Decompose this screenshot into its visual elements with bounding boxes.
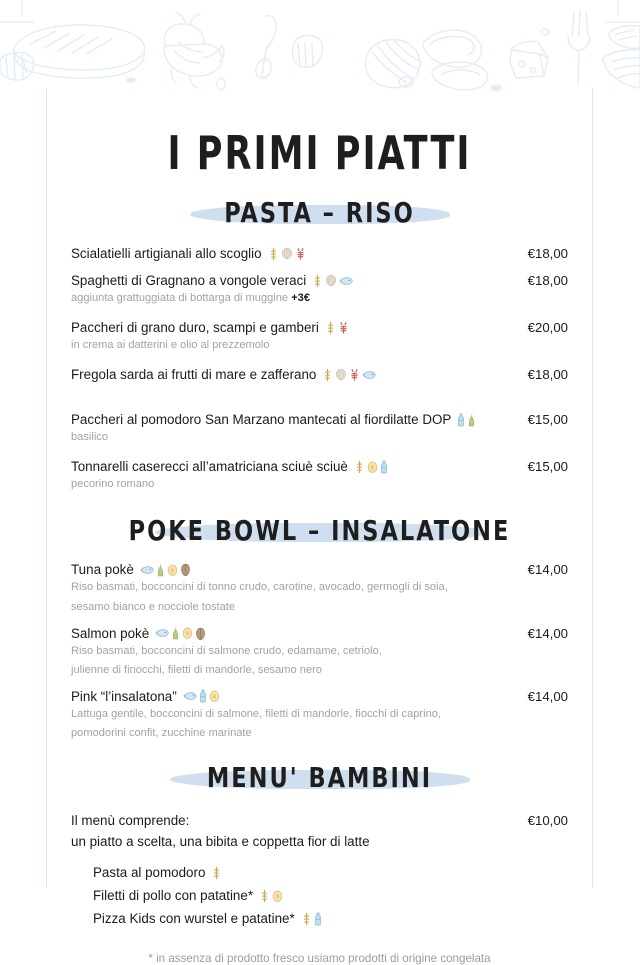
section-title: MENU' BAMBINI (206, 761, 433, 794)
kids-menu-intro-line1: Il menù comprende: (71, 812, 190, 828)
menu-item (71, 273, 568, 308)
shrimp-illustration (164, 12, 225, 90)
dish-description: basilico (71, 431, 108, 444)
celery-icon (171, 626, 180, 640)
dish-name: Spaghetti di Gragnano a vongole veraci (71, 273, 307, 289)
steak-illustration (13, 25, 144, 83)
nuts-icon (180, 563, 191, 576)
dish-description (71, 289, 568, 308)
crustacean-icon (295, 247, 306, 261)
menu-item (71, 367, 568, 382)
section-title: POKE BOWL – INSALATONE (128, 514, 511, 548)
dish-name: Tonnarelli caserecci all’amatriciana sciuè sciuè (71, 459, 348, 475)
kids-menu-intro-line2: un piatto a scelta, una bibita e coppetta fior di latte (71, 833, 370, 849)
dish-description: in crema ai datterini e olio al prezzemolo (71, 339, 270, 352)
section-header-poke-bowl (71, 514, 568, 548)
menu-item (71, 459, 568, 494)
fish-icon (183, 691, 197, 701)
milk-icon (380, 460, 388, 474)
dish-description (71, 705, 568, 743)
price: €18,00 (527, 246, 568, 262)
gluten-icon (312, 274, 323, 288)
gluten-icon (268, 247, 279, 261)
description-line: pomodorini confit, zucchine marinate (71, 726, 252, 739)
dish-name: Tuna pokè (71, 562, 134, 578)
menu-item (71, 320, 568, 355)
gluten-icon (259, 889, 270, 903)
gluten-icon (322, 368, 333, 382)
fork-illustration (568, 10, 590, 84)
clam-illustration (366, 40, 422, 88)
menu-card (46, 88, 593, 965)
cheese-illustration (510, 29, 549, 78)
supplement-price: +3€ (291, 292, 311, 305)
milk-icon (199, 689, 207, 703)
dish-name: Scialatielli artigianali allo scoglio (71, 246, 262, 262)
allergen-icons (354, 460, 388, 474)
kids-menu-item (93, 911, 568, 926)
page-title: I PRIMI PIATTI (167, 127, 472, 181)
price: €14,00 (527, 625, 568, 641)
section-poke-bowl (71, 562, 568, 742)
gluten-icon (301, 912, 312, 926)
price: €15,00 (527, 459, 568, 475)
mollusc-icon (335, 368, 347, 381)
menu-item (71, 246, 568, 261)
kids-menu-item (93, 888, 568, 903)
description-line: sesamo bianco e nocciole tostate (71, 600, 236, 613)
section-title: PASTA – RISO (224, 196, 415, 229)
allergen-icons (183, 689, 220, 703)
description-line: Lattuga gentile, bocconcini di salmone, filetti di mandorle, fiocchi di caprino, (71, 707, 441, 720)
dish-name: Pink “l’insalatona” (71, 688, 177, 704)
rice-illustration (292, 36, 322, 69)
egg-icon (367, 461, 378, 473)
price: €18,00 (527, 367, 568, 383)
allergen-icons (325, 321, 349, 335)
kids-menu-item (93, 865, 568, 880)
allergen-icons (312, 274, 353, 288)
menu-item (71, 689, 568, 743)
egg-icon (272, 890, 283, 902)
dish-name: Salmon pokè (71, 625, 150, 641)
dish-name: Pasta al pomodoro (93, 865, 206, 881)
milk-icon (457, 413, 465, 427)
celery-icon (467, 413, 476, 427)
spoon-illustration (256, 16, 276, 78)
dish-name: Filetti di pollo con patatine* (93, 888, 254, 904)
price: €14,00 (527, 688, 568, 704)
dish-description (71, 578, 568, 616)
price: €15,00 (527, 412, 568, 428)
allergen-icons (268, 247, 306, 261)
celery-icon (156, 563, 165, 577)
dish-name: Paccheri di grano duro, scampi e gamberi (71, 320, 319, 336)
section-pasta-riso (71, 246, 568, 494)
price: €14,00 (527, 562, 568, 578)
fish-icon (155, 628, 169, 638)
mussel-illustration (423, 30, 502, 91)
allergen-icons (301, 912, 322, 926)
description-line: Riso basmati, bocconcini di salmone crudo, edamame, cetriolo, (71, 644, 382, 657)
milk-icon (314, 912, 322, 926)
header-illustration-band (0, 0, 640, 92)
dish-name: Paccheri al pomodoro San Marzano mantecati al fiordilatte DOP (71, 412, 452, 428)
gluten-icon (325, 321, 336, 335)
egg-icon (209, 690, 220, 702)
nigiri-illustration (0, 53, 33, 80)
section-header-menu-bambini (71, 761, 568, 795)
dish-name: Pizza Kids con wurstel e patatine* (93, 911, 295, 927)
allergen-icons (322, 368, 376, 382)
section-header-pasta-riso (71, 196, 568, 230)
price: €10,00 (527, 812, 568, 828)
mollusc-icon (325, 274, 337, 287)
allergen-icons (155, 626, 206, 640)
description-line: Riso basmati, bocconcini di tonno crudo, carotine, avocado, germogli di soia, (71, 581, 448, 594)
fish-icon (140, 565, 154, 575)
dish-name: Fregola sarda ai frutti di mare e zafferano (71, 367, 317, 383)
menu-item (71, 562, 568, 616)
price: €20,00 (527, 320, 568, 336)
egg-icon (182, 627, 193, 639)
egg-icon (167, 564, 178, 576)
gluten-icon (211, 866, 222, 880)
mollusc-icon (281, 247, 293, 260)
description-text: aggiunta grattuggiata di bottarga di muggine (71, 292, 292, 305)
menu-item (71, 626, 568, 680)
fish-icon (339, 276, 353, 286)
menu-item (71, 412, 568, 447)
crustacean-icon (349, 368, 360, 382)
fish-illustration (603, 26, 640, 88)
description-line: julienne di finocchi, filetti di mandorle, sesamo nero (71, 663, 322, 676)
footnote: * in assenza di prodotto fresco usiamo prodotti di origine congelata (148, 952, 491, 965)
allergen-icons (140, 563, 191, 577)
allergen-icons (211, 866, 222, 880)
gluten-icon (354, 460, 365, 474)
dish-description: pecorino romano (71, 478, 155, 491)
dish-description (71, 642, 568, 680)
nuts-icon (195, 627, 206, 640)
crustacean-icon (338, 321, 349, 335)
allergen-icons (259, 889, 283, 903)
price: €18,00 (527, 273, 568, 289)
allergen-icons (457, 413, 476, 427)
fish-icon (362, 370, 376, 380)
